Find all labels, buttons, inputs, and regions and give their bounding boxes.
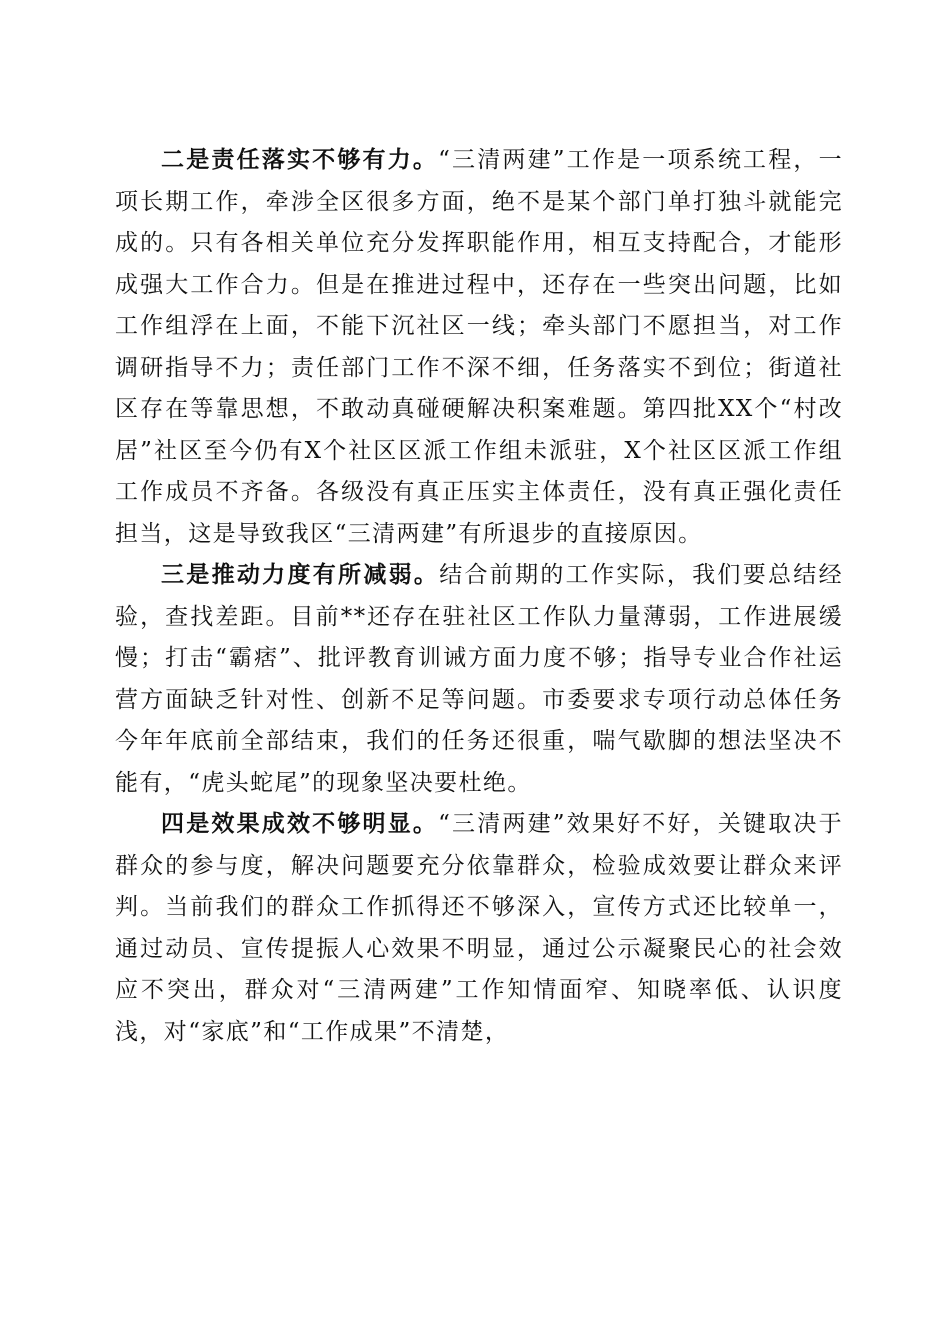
- paragraph-text: “三清两建”效果好不好，关键取决于群众的参与度，解决问题要充分依靠群众，检验成效要让群众来评判。当前我们的群众工作抓得还不够深入，宣传方式还比较单一，通过动员、宣传提振人心效果不明显，通过公示凝聚民心的社会效应不突出，群众对“三清两建”工作知情面窄、知晓率低、认识度浅，对“家底”和“工作成果”不清楚，: [115, 811, 843, 1045]
- paragraph-text: 结合前期的工作实际，我们要总结经验，查找差距。目前**还存在驻社区工作队力量薄弱，工作进展缓慢；打击“霸痞”、批评教育训诫方面力度不够；指导专业合作社运营方面缺乏针对性、创新不足等问题。市委要求专项行动总体任务今年年底前全部结束，我们的任务还很重，喘气歇脚的想法坚决不能有，“虎头蛇尾”的现象坚决要杜绝。: [115, 562, 843, 796]
- paragraph-heading: 三是推动力度有所减弱。: [161, 562, 440, 588]
- paragraph-text: “三清两建”工作是一项系统工程，一项长期工作，牵涉全区很多方面，绝不是某个部门单打独斗就能完成的。只有各相关单位充分发挥职能作用，相互支持配合，才能形成强大工作合力。但是在推进过程中，还存在一些突出问题，比如工作组浮在上面，不能下沉社区一线；牵头部门不愿担当，对工作调研指导不力；责任部门工作不深不细，任务落实不到位；街道社区存在等靠思想，不敢动真碰硬解决积案难题。第四批XX个“村改居”社区至今仍有X个社区区派工作组未派驻，X个社区区派工作组工作成员不齐备。各级没有真正压实主体责任，没有真正强化责任担当，这是导致我区“三清两建”有所退步的直接原因。: [115, 147, 843, 547]
- document-body: [115, 140, 843, 1053]
- paragraph-responsibility: [115, 140, 843, 555]
- paragraph-effectiveness: [115, 804, 843, 1053]
- paragraph-heading: 二是责任落实不够有力。: [161, 147, 439, 173]
- paragraph-heading: 四是效果成效不够明显。: [161, 811, 439, 837]
- paragraph-promotion: [115, 555, 843, 804]
